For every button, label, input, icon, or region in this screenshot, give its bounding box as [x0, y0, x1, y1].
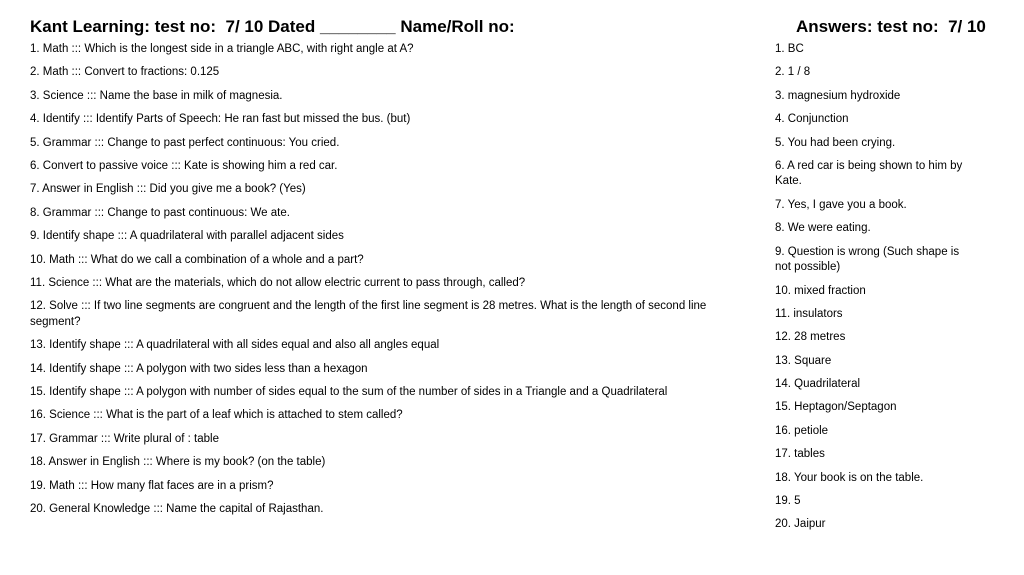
answer-item: 9. Question is wrong (Such shape is not possible) — [775, 245, 960, 274]
answer-item: 18. Your book is on the table. — [775, 471, 924, 484]
question-item: 12. Solve ::: If two line segments are congruent and the length of the first line segment is 28 metres. What is the length of second line segment? — [30, 300, 707, 328]
answer-item: 4. Conjunction — [775, 113, 849, 126]
answer-item: 20. Jaipur — [775, 518, 826, 531]
answer-item: 13. Square — [775, 354, 832, 367]
answer-item: 15. Heptagon/Septagon — [775, 401, 897, 414]
question-list — [30, 42, 730, 525]
question-item: 18. Answer in English ::: Where is my book? (on the table) — [30, 456, 326, 469]
answer-item: 6. A red car is being shown to him by Kate. — [775, 159, 963, 188]
question-item: 4. Identify ::: Identify Parts of Speech: He ran fast but missed the bus. (but) — [30, 113, 411, 126]
question-item: 7. Answer in English ::: Did you give me a book? (Yes) — [30, 183, 306, 196]
answer-item: 8. We were eating. — [775, 222, 871, 235]
answers-title: Answers: test no: 7/ 10 — [796, 17, 986, 36]
question-item: 10. Math ::: What do we call a combination of a whole and a part? — [30, 253, 364, 266]
answer-item: 17. tables — [775, 448, 825, 461]
answer-item: 7. Yes, I gave you a book. — [775, 198, 907, 211]
question-item: 13. Identify shape ::: A quadrilateral with all sides equal and also all angles equal — [30, 339, 440, 352]
question-item: 11. Science ::: What are the materials, which do not allow electric current to pass through, called? — [30, 276, 526, 289]
question-item: 20. General Knowledge ::: Name the capital of Rajasthan. — [30, 502, 324, 515]
question-item: 16. Science ::: What is the part of a leaf which is attached to stem called? — [30, 409, 403, 422]
answer-item: 10. mixed fraction — [775, 284, 866, 297]
answer-item: 1. BC — [775, 43, 804, 55]
answer-item: 16. petiole — [775, 424, 829, 437]
question-item: 9. Identify shape ::: A quadrilateral with parallel adjacent sides — [30, 230, 344, 243]
question-item: 3. Science ::: Name the base in milk of magnesia. — [30, 89, 283, 102]
answer-item: 3. magnesium hydroxide — [775, 89, 901, 102]
answer-list — [775, 42, 970, 541]
test-title: Kant Learning: test no: 7/ 10 Dated ________ Name/Roll no: — [30, 17, 515, 36]
question-item: 17. Grammar ::: Write plural of : table — [30, 432, 219, 445]
answer-item: 2. 1 / 8 — [775, 66, 811, 79]
answer-item: 11. insulators — [775, 307, 843, 320]
answer-item: 19. 5 — [775, 495, 801, 508]
question-item: 5. Grammar ::: Change to past perfect continuous: You cried. — [30, 136, 340, 149]
answer-item: 5. You had been crying. — [775, 136, 896, 149]
question-item: 6. Convert to passive voice ::: Kate is showing him a red car. — [30, 159, 338, 172]
answer-item: 14. Quadrilateral — [775, 378, 861, 391]
question-item: 15. Identify shape ::: A polygon with number of sides equal to the sum of the number of sides in a Triangle and a Quadrilateral — [30, 385, 668, 398]
question-item: 8. Grammar ::: Change to past continuous: We ate. — [30, 206, 290, 219]
question-item: 2. Math ::: Convert to fractions: 0.125 — [30, 66, 220, 79]
question-item: 1. Math ::: Which is the longest side in a triangle ABC, with right angle at A? — [30, 43, 414, 55]
question-item: 19. Math ::: How many flat faces are in a prism? — [30, 479, 274, 492]
question-item: 14. Identify shape ::: A polygon with two sides less than a hexagon — [30, 362, 368, 375]
answer-item: 12. 28 metres — [775, 331, 846, 344]
